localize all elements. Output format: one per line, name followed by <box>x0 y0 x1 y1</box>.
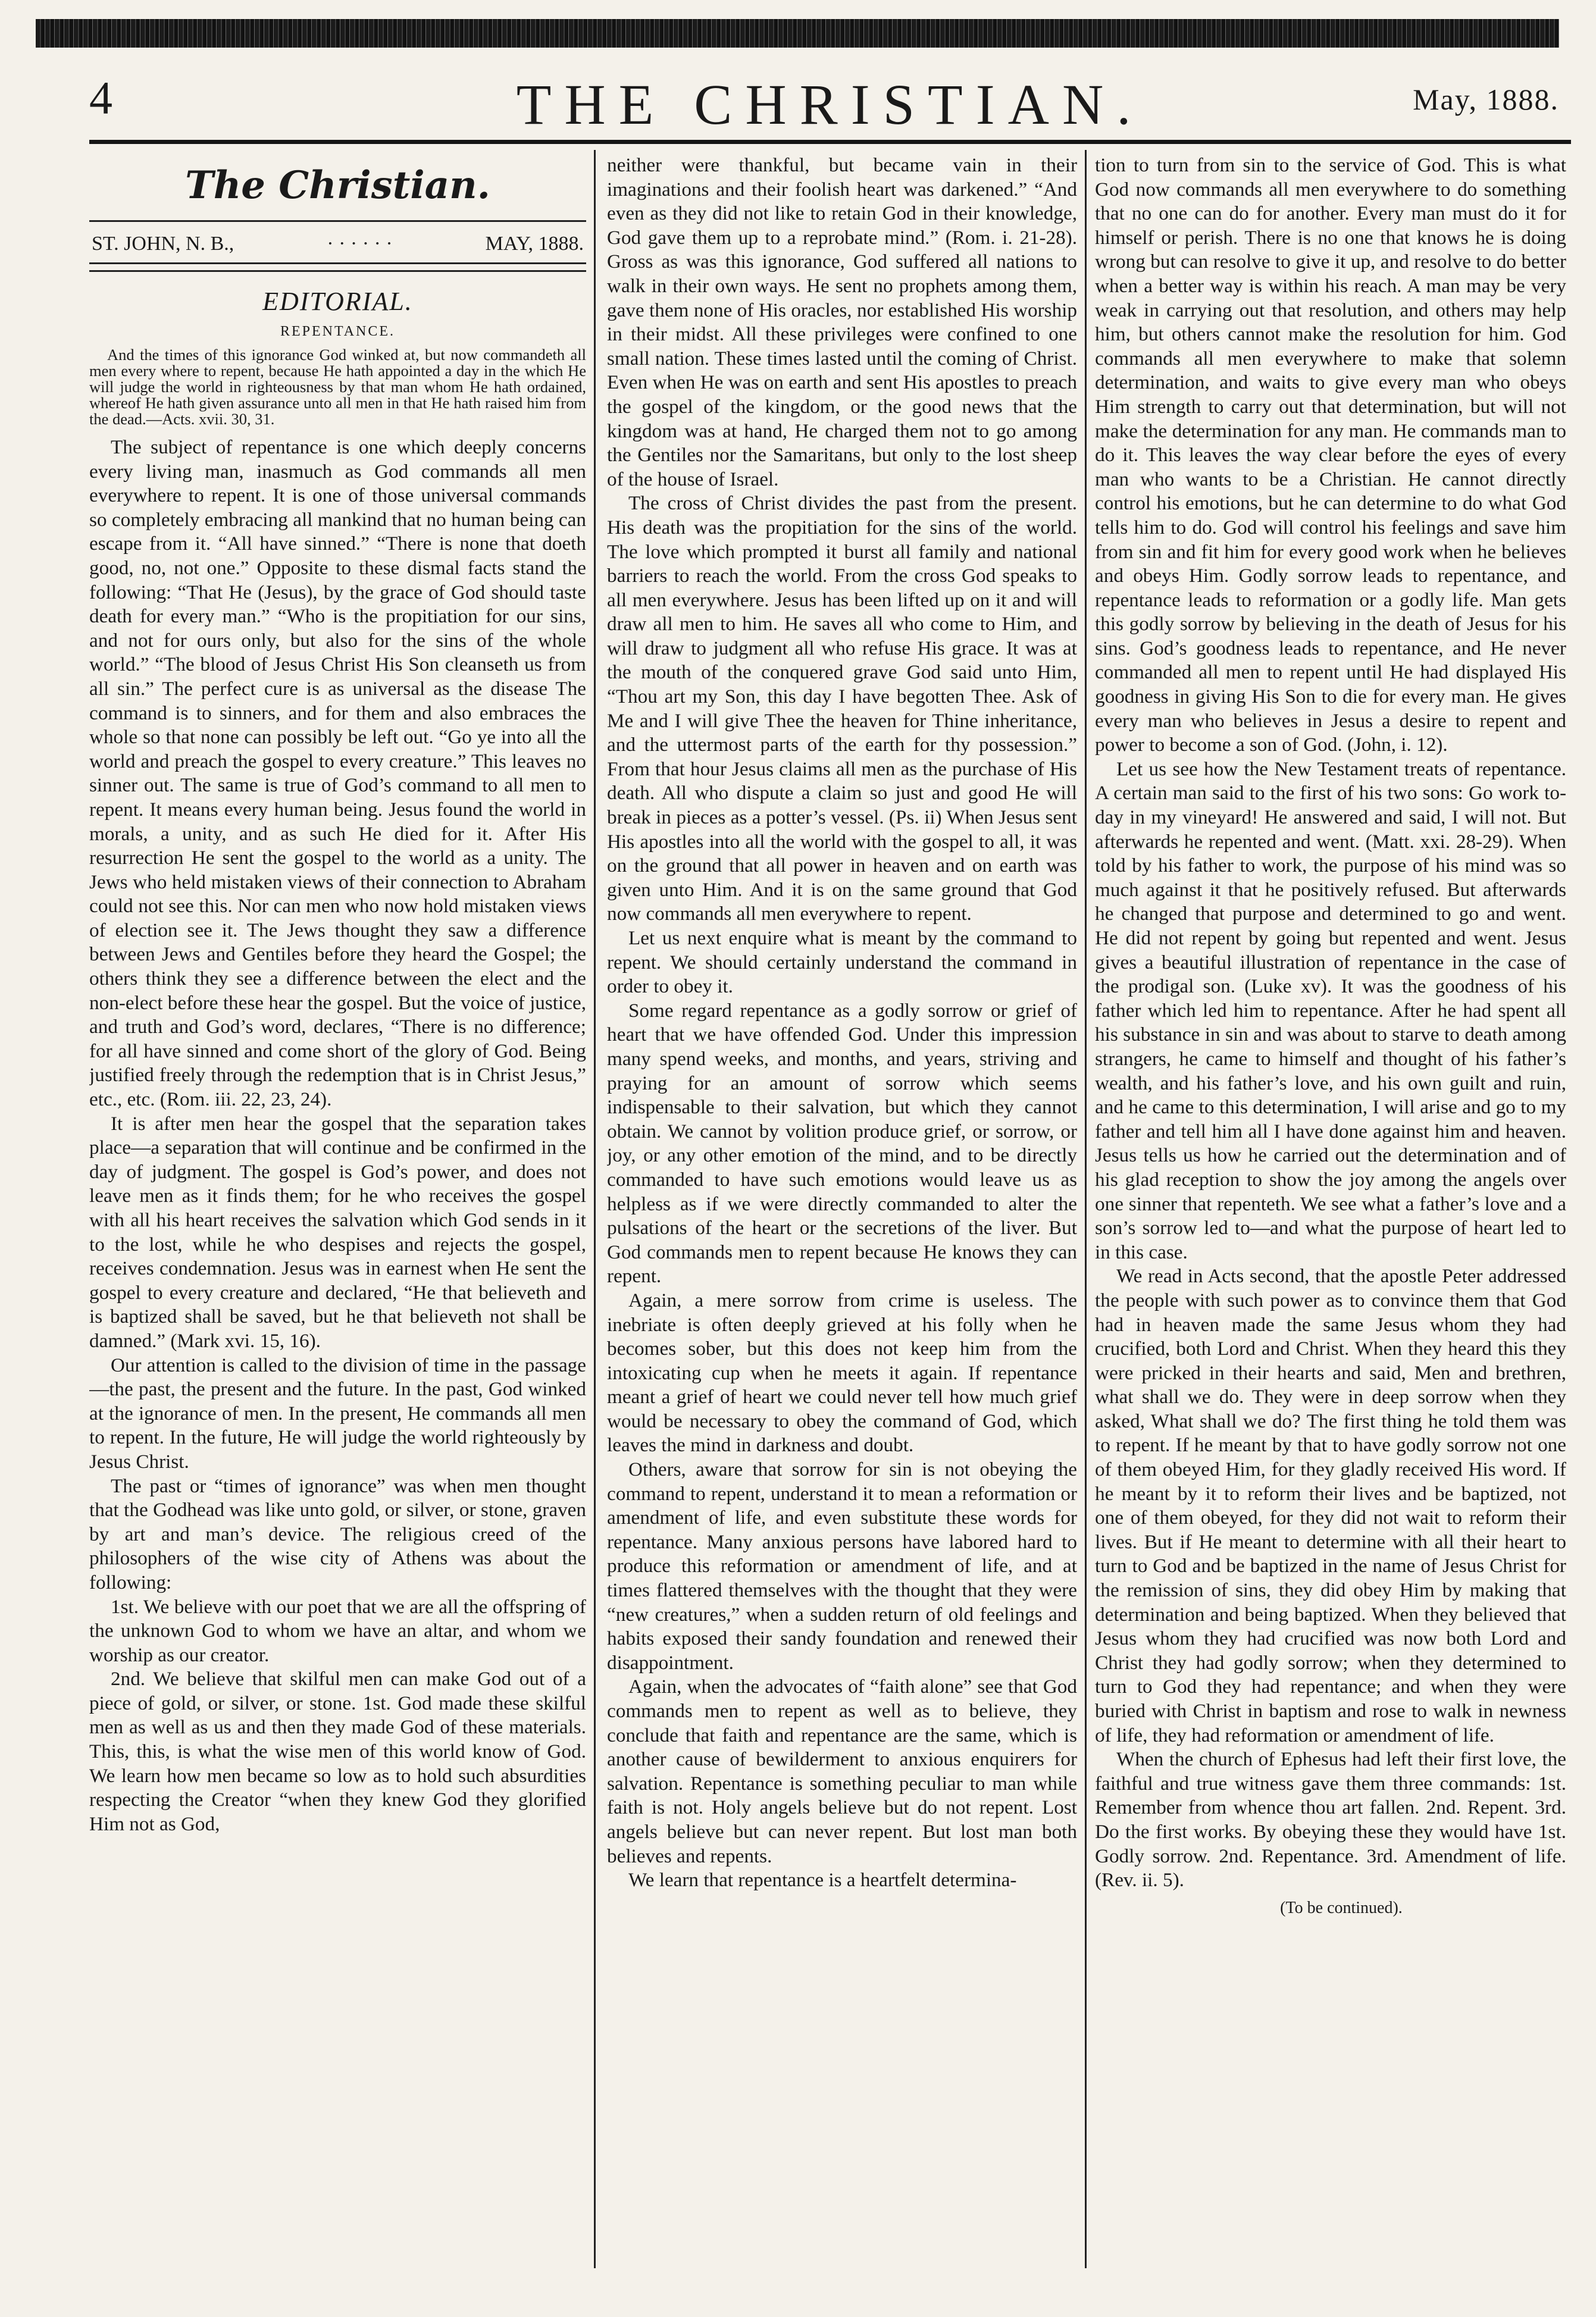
article-title: REPENTANCE. <box>280 324 396 339</box>
paragraph: It is after men hear the gospel that the separation takes place—a separation that will continue and be confirmed in the day of judgment. The gospel is God’s power, and does not leave men as it finds them; for he who receives the gospel with all his heart receives the salvation which God sends in it to the lost, while he who despises and rejects the gospel, receives condemnation. Jesus was in earnest when He sent the gospel to every creature and declared, “He that believeth and is baptized shall be saved, but he that believeth not shall be damned.” (Mark xvi. 15, 16). <box>89 1112 586 1352</box>
epigraph-text: And the times of this ignorance God winked at, but now commandeth all men every where to repent, because He hath appointed a day in the which He will judge the world in righteousness by that man whom He hath ordained, whereof He hath given assurance unto all men in that He hath raised him from the dead.—Acts. xvii. 30, 31. <box>89 346 586 428</box>
dateline-date: MAY, 1888. <box>485 233 584 255</box>
paragraph: Let us see how the New Testament treats of repentance. A certain man said to the first of his two sons: Go work to-day in my vineyard! He answered and said, I will not. But afterwards he repented and went. (Matt. xxi. 28-29). When told by his father to work, the purpose of his mind was so much against it that he positively refused. But afterwards he changed that purpose and determined to go and went. He did not repent by going but repented and went. Jesus gives a beautiful illustration of repentance in the case of the prodigal son. (Luke xv). It was the goodness of his father which led him to repentance. After he had spent all his substance in sin and was about to starve to death among strangers, he came to himself and thought of his father’s wealth, and his father’s love, and his own guilt and ruin, and he came to this determination, I will arise and go to my father and tell him all I have done against him and heaven. Jesus tells us how he carried out the determination and of his glad reception to show the joy among the angels over one sinner that repenteth. We see what a father’s love and a son’s sorrow led to—and what the purpose of heart led to in this case. <box>1095 757 1566 1263</box>
paragraph: 1st. We believe with our poet that we are all the offspring of the unknown God to whom we have an altar, and whom we worship as our creator. <box>89 1595 586 1666</box>
paragraph: Our attention is called to the division of time in the passage—the past, the present and the future. In the past, God winked at the ignorance of men. In the present, He commands all men to repent. In the future, He will judge the world righteously by Jesus Christ. <box>89 1354 586 1473</box>
paper-title: The Christian. <box>185 163 490 208</box>
section-title: EDITORIAL. <box>262 287 413 316</box>
paragraph: The past or “times of ignorance” was when men thought that the Godhead was like unto gold, or silver, or stone, graven by art and man’s device. The religious creed of the philosophers of the wise city of Athens was about the following: <box>89 1474 586 1593</box>
continued-note: (To be continued). <box>1280 1898 1403 1917</box>
dateline-place: ST. JOHN, N. B., <box>92 233 234 255</box>
paragraph: tion to turn from sin to the service of God. This is what God now commands all men everywhere to do something that no one can do for another. Every man must do it for himself or perish. There is no one that knows he is doing wrong but can resolve to give it up, and resolve to do better when a better way is within his reach. A man may be very weak in carrying out that resolution, and others may help him, but others cannot make the resolution for him. God commands all men everywhere to make that solemn determination, and waits to give every man who obeys Him strength to carry out that determination, but will not make the determination for any man. He commands man to do it. This leaves the way clear before the eyes of every man who wants to be a Christian. He cannot directly control his emotions, but he can determine to do what God tells him to do. God will control his feelings and save him from sin and fit him for every good work when he believes and obeys Him. Godly sorrow leads to repentance, and repentance leads to reformation or a godly life. Man gets this godly sorrow by believing in the death of Jesus for his sins. God’s goodness leads to repentance, and He never commanded all men to repent until He had displayed His goodness in giving His Son to die for every man. He gives every man who believes in Jesus a desire to repent and power to become a son of God. (John, i. 12). <box>1095 154 1566 756</box>
column-3 <box>1095 154 1566 2272</box>
paragraph: Others, aware that sorrow for sin is not obeying the command to repent, understand it to mean a reformation or amendment of life, and even substitute these words for repentance. Many anxious persons have labored hard to produce this reformation or amendment of life, and at times flattered themselves with the thought that they were “new creatures,” when a sudden return of old feelings and habits exposed their sandy foundation and renewed their disappointment. <box>607 1458 1077 1674</box>
column-divider <box>1085 150 1087 2268</box>
dateline-dots: · · · · · · <box>327 233 393 255</box>
column-divider <box>594 150 596 2268</box>
paragraph: The cross of Christ divides the past from the present. His death was the propitiation for the sins of the world. The love which prompted it burst all family and national barriers to reach the world. From the cross God speaks to all men everywhere. Jesus has been lifted up on it and will draw all men to him. He saves all who come to Him, and will draw to judgment all who refuse His grace. It was at the mouth of the conquered grave God said unto Him, “Thou art my Son, this day I have begotten Thee. Ask of Me and I will give Thee the heaven for Thine inheritance, and the uttermost parts of the earth for thy possession.” From that hour Jesus claims all men as the purchase of His death. All who dispute a claim so just and good He will break in pieces as a potter’s vessel. (Ps. ii) When Jesus sent His apostles into all the world with the gospel to all, it was on the ground that all power in heaven and on earth was given unto Him. And it is on the same ground that God now commands all men everywhere to repent. <box>607 492 1077 925</box>
title-rule <box>89 220 586 222</box>
top-decorative-band <box>36 19 1559 48</box>
paragraph: 2nd. We believe that skilful men can make God out of a piece of gold, or silver, or stone. 1st. God made these skilful men as well as us and then they made God of these materials. This, this, is what the wise men of this world know of God. We learn how men became so low as to hold such absurdities respecting the Creator “when they knew God they glorified Him not as God, <box>89 1668 586 1835</box>
paragraph: Again, a mere sorrow from crime is useless. The inebriate is often deeply grieved at his folly when he becomes sober, but this does not keep him from the intoxicating cup when he meets it again. If repentance meant a grief of heart we could never tell how much grief would be necessary to obey the command of God, which leaves the mind in darkness and doubt. <box>607 1289 1077 1457</box>
masthead: THE CHRISTIAN. <box>516 73 1144 136</box>
paragraph: neither were thankful, but became vain in their imaginations and their foolish heart was darkened.” “And even as they did not like to retain God in their knowledge, God gave them up to a reprobate mind.” (Rom. i. 21-28). Gross as was this ignorance, God suffered all nations to walk in their own ways. He sent no prophets among them, gave them none of His oracles, nor established His worship in their midst. All these privileges were confined to one small nation. These times lasted until the coming of Christ. Even when He was on earth and sent His apostles to preach the gospel of the kingdom, or the good news that the kingdom was at hand, He charged them not to go among the Gentiles nor the Samaritans, but only to the lost sheep of the house of Israel. <box>607 154 1077 490</box>
paragraph: When the church of Ephesus had left their first love, the faithful and true witness gave them three commands: 1st. Remember from whence thou art fallen. 2nd. Repent. 3rd. Do the first works. By obeying these they would have 1st. Godly sorrow. 2nd. Repentance. 3rd. Amendment of life. (Rev. ii. 5). <box>1095 1748 1566 1892</box>
page-number: 4 <box>89 72 112 124</box>
header-date: May, 1888. <box>1413 83 1559 116</box>
paragraph: We learn that repentance is a heartfelt determina- <box>628 1869 1017 1892</box>
dateline <box>92 230 584 258</box>
paragraph: Some regard repentance as a godly sorrow or grief of heart that we have offended God. Under this impression many spend weeks, and months, and years, striving and praying for an amount of sorrow which seems indispensable to their salvation, but which they cannot obtain. We cannot by volition produce grief, or sorrow, or joy, or any other emotion of the mind, and to be directly commanded to have such emotions would leave us as helpless as if we were directly commanded to alter the pulsations of the heart or the secretions of the liver. But God commands men to repent because He knows they can repent. <box>607 999 1077 1288</box>
column-1 <box>89 154 586 2272</box>
paragraph: We read in Acts second, that the apostle Peter addressed the people with such power as to convince them that God had in heaven made the same Jesus whom they had crucified, both Lord and Christ. When they heard this they were pricked in their hearts and said, Men and brethren, what shall we do. They were in deep sorrow when they asked, What shall we do? The first thing he told them was to repent. If he meant by that to have godly sorrow not one of them obeyed Him, for they gladly received His word. If he meant by it to reform their lives and be baptized, not one of them obeyed, for they did not wait to reform their lives. But if He meant to determine with all their heart to turn to God and be baptized in the name of Jesus Christ for the remission of sins, they did obey Him by making that determination and being baptized. When they believed that Jesus whom they had crucified was now both Lord and Christ they had godly sorrow; when they determined to turn to God they had repentance; and when they were buried with Christ in baptism and rose to walk in newness of life, they had reformation or amendment of life. <box>1095 1265 1566 1746</box>
paragraph: The subject of repentance is one which deeply concerns every living man, inasmuch as God commands all men everywhere to repent. It is one of those universal commands so completely embracing all mankind that no human being can escape from it. “All have sinned.” “There is none that doeth good, no, not one.” Opposite to these dismal facts stand the following: “That He (Jesus), by the grace of God should taste death for every man.” “Who is the propitiation for our sins, and not for ours only, but also for the sins of the whole world.” “The blood of Jesus Christ His Son cleanseth us from all sin.” The perfect cure is as universal as the disease The command is to sinners, and for them and also embraces the whole so that none can possibly be left out. “Go ye into all the world and preach the gospel to every creature.” This leaves no sinner out. The same is true of God’s command to all men to repent. It means every human being. Jesus found the world in morals, a unity, and as such He died for it. After His resurrection He sent the gospel to the world as a unity. The Jews who held mistaken views of their connection to Abraham could not see this. Nor can men who now hold mistaken views of election see it. The Jews thought they saw a difference between Jews and Gentiles before they heard the Gospel; the others think they see a difference between the elect and the non-elect before these hear the gospel. But the voice of justice, and truth and God’s word, declares, “There is no difference; for all have sinned and come short of the glory of God. Being justified freely through the redemption that is in Christ Jesus,” etc., etc. (Rom. iii. 22, 23, 24). <box>89 436 586 1111</box>
dateline-double-rule <box>89 262 586 272</box>
header-rule <box>89 140 1571 144</box>
paragraph: Let us next enquire what is meant by the command to repent. We should certainly understand the command in order to obey it. <box>607 927 1077 998</box>
column-2 <box>607 154 1077 2272</box>
page-header <box>89 71 1571 136</box>
epigraph <box>89 347 586 427</box>
paragraph: Again, when the advocates of “faith alone” see that God commands men to repent as well as to believe, they conclude that faith and repentance are the same, which is another cause of bewilderment to anxious enquirers for salvation. Repentance is something peculiar to man while faith is not. Holy angels believe but do not repent. Lost angels believe but can never repent. But lost man both believes and repents. <box>607 1676 1077 1867</box>
